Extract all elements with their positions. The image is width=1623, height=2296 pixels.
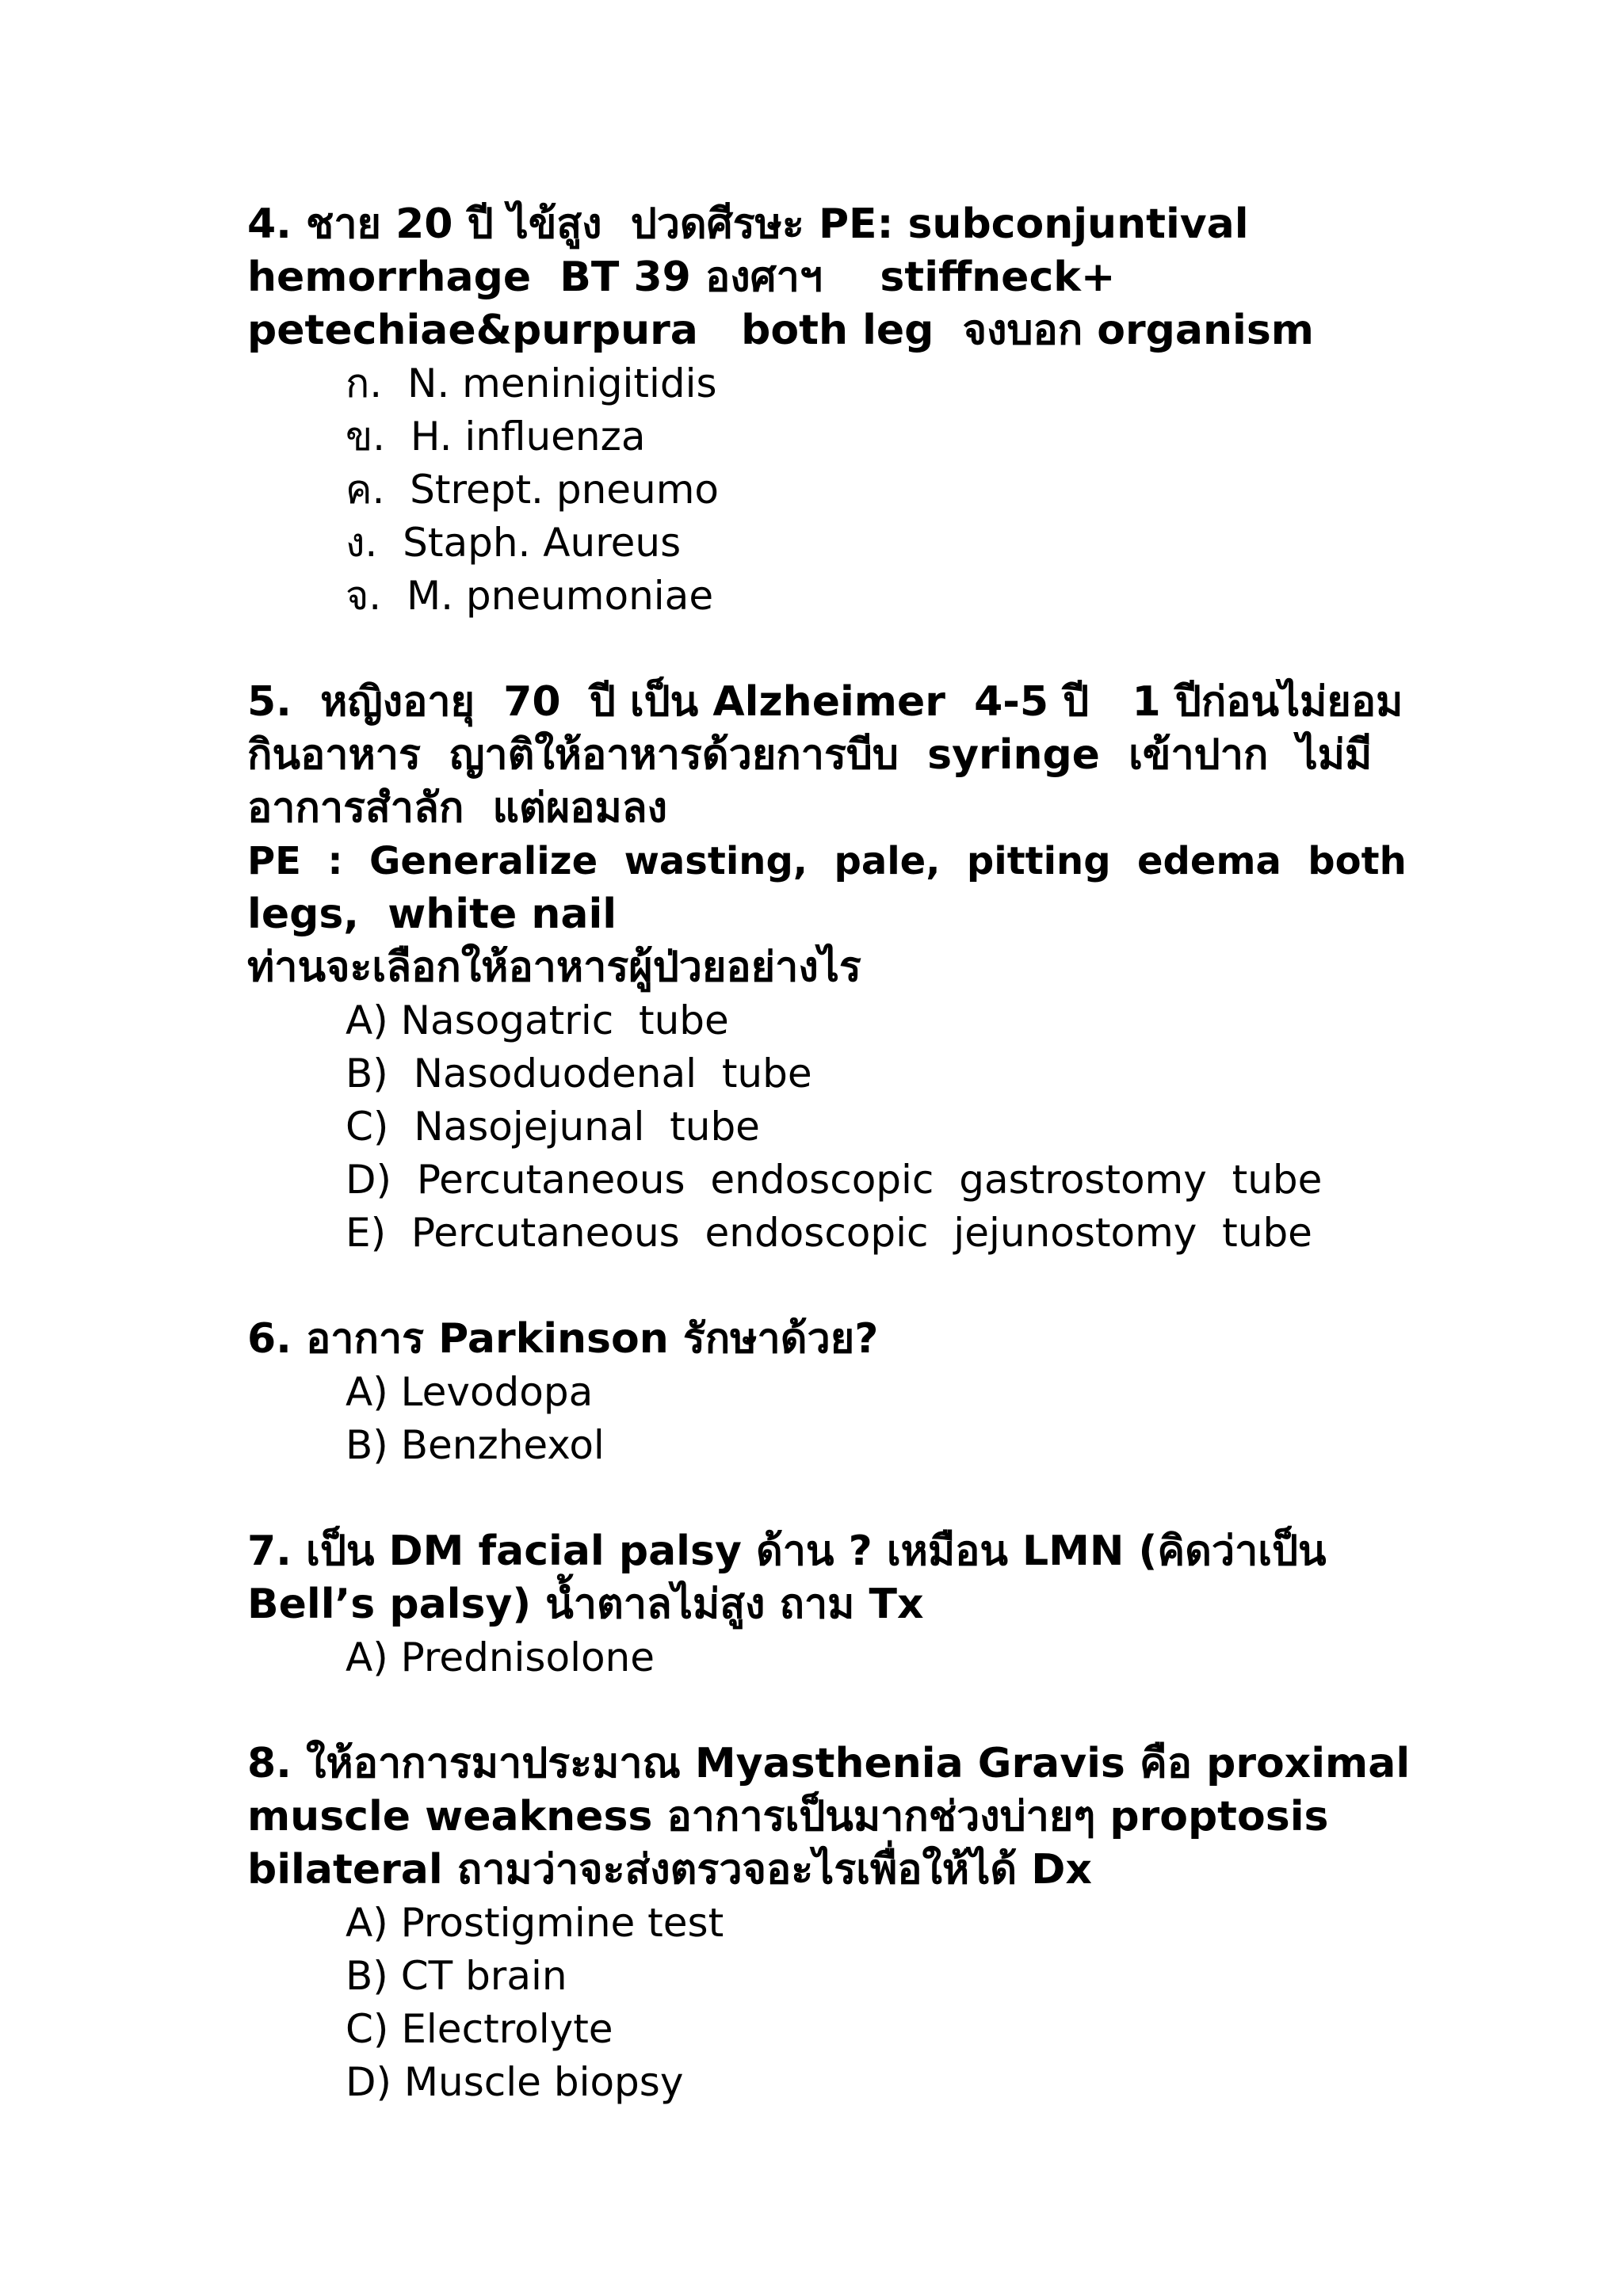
question-5-line-6: ท่านจะเลือกให้อาหารผู้ป่วยอย่างไร — [247, 944, 861, 991]
option-text: M. pneumoniae — [407, 573, 714, 619]
option-marker: B) — [346, 1422, 388, 1468]
option-marker: ค. — [346, 467, 385, 513]
question-4-option-3 — [346, 463, 719, 517]
option-marker: B) — [346, 1953, 388, 1999]
question-6-option-a — [346, 1366, 593, 1419]
question-5-option-a — [346, 994, 729, 1047]
question-4-option-1 — [346, 357, 717, 410]
option-text: Levodopa — [400, 1369, 594, 1415]
question-5-line-3: อาการสำลัก แต่ผอมลง — [247, 784, 668, 832]
option-marker: A) — [346, 1900, 388, 1946]
option-marker: B) — [346, 1051, 388, 1097]
option-marker: A) — [346, 1634, 388, 1680]
option-marker: E) — [346, 1210, 387, 1256]
question-5-option-c — [346, 1100, 760, 1154]
option-text: Percutaneous endoscopic jejunostomy tube — [411, 1210, 1312, 1256]
option-text: Strept. pneumo — [410, 467, 720, 513]
question-5-option-e — [346, 1207, 1312, 1260]
question-8-line-1: 8. ให้อาการมาประมาณ Myasthenia Gravis คือ proximal — [247, 1740, 1411, 1787]
option-marker: ข. — [346, 414, 386, 460]
option-text: Prednisolone — [400, 1634, 655, 1680]
option-text: Prostigmine test — [400, 1900, 724, 1946]
question-8-option-b — [346, 1950, 567, 2003]
option-marker: A) — [346, 997, 388, 1043]
option-marker: ก. — [346, 360, 383, 406]
option-marker: D) — [346, 2059, 392, 2105]
question-4-option-2 — [346, 410, 645, 463]
question-4-option-5 — [346, 570, 713, 623]
question-5-option-b — [346, 1047, 812, 1100]
option-text: CT brain — [400, 1953, 567, 1999]
question-5-line-1: 5. หญิงอายุ 70 ปี เป็น Alzheimer 4-5 ปี 1 ปีก่อนไม่ยอม — [247, 678, 1403, 726]
question-8-line-2: muscle weakness อาการเป็นมากช่วงบ่ายๆ proptosis — [247, 1793, 1329, 1840]
question-4-line-3: petechiae&purpura both leg จงบอก organism — [247, 307, 1314, 354]
question-8-option-d — [346, 2056, 683, 2109]
option-marker: จ. — [346, 573, 382, 619]
question-8-option-c — [346, 2003, 613, 2056]
question-5-line-2: กินอาหาร ญาติให้อาหารด้วยการบีบ syringe เข้าปาก ไม่มี — [247, 731, 1373, 779]
option-text: N. meninigitidis — [407, 360, 717, 406]
option-text: H. influenza — [410, 414, 646, 460]
question-8-option-a — [346, 1897, 724, 1950]
question-8-line-3: bilateral ถามว่าจะส่งตรวจอะไรเพื่อให้ได้ Dx — [247, 1846, 1092, 1894]
question-4-option-4 — [346, 517, 681, 570]
option-text: Nasojejunal tube — [414, 1104, 760, 1150]
option-marker: C) — [346, 2006, 389, 2052]
question-6-line-1: 6. อาการ Parkinson รักษาด้วย? — [247, 1315, 879, 1363]
option-marker: C) — [346, 1104, 389, 1150]
option-marker: ง. — [346, 520, 378, 566]
option-text: Benzhexol — [400, 1422, 605, 1468]
question-7-line-1: 7. เป็น DM facial palsy ด้าน ? เหมือน LMN (คิดว่าเป็น — [247, 1527, 1327, 1575]
question-5-option-d — [346, 1154, 1322, 1207]
question-6-option-b — [346, 1419, 605, 1472]
option-text: Percutaneous endoscopic gastrostomy tube — [416, 1157, 1323, 1203]
question-7-option-a — [346, 1631, 655, 1684]
option-text: Muscle biopsy — [403, 2059, 684, 2105]
question-5-line-5: legs, white nail — [247, 891, 617, 938]
question-5-line-4: PE : Generalize wasting, pale, pitting edema both — [247, 839, 1407, 883]
option-text: Electrolyte — [401, 2006, 613, 2052]
question-4-line-2: hemorrhage BT 39 องศาฯ stiffneck+ — [247, 254, 1116, 301]
option-text: Staph. Aureus — [403, 520, 682, 566]
option-text: Nasogatric tube — [400, 997, 729, 1043]
question-4-line-1: 4. ชาย 20 ปี ไข้สูง ปวดศีรษะ PE: subconjuntival — [247, 200, 1249, 248]
option-text: Nasoduodenal tube — [413, 1051, 812, 1097]
option-marker: D) — [346, 1157, 392, 1203]
option-marker: A) — [346, 1369, 388, 1415]
question-7-line-2: Bell’s palsy) น้ำตาลไม่สูง ถาม Tx — [247, 1581, 924, 1628]
